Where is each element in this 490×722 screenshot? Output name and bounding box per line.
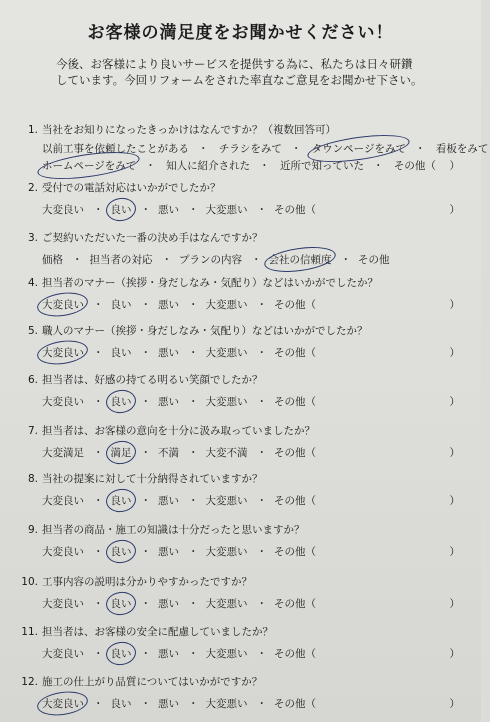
option-selected[interactable]: 良い: [110, 546, 132, 558]
option[interactable]: 大変悪い: [205, 598, 248, 610]
option-selected[interactable]: 良い: [110, 204, 132, 216]
question-number: 4.: [27, 277, 38, 289]
options: 以前工事を依頼したことがある ・ チラシをみて ・ タウンページをみて ・ 看板をみて: [42, 143, 489, 155]
option[interactable]: 悪い: [158, 698, 179, 710]
option[interactable]: その他（: [274, 447, 316, 459]
options: 大変良い ・ 良い ・ 悪い ・ 大変悪い ・ その他（ ）: [42, 299, 460, 311]
option[interactable]: 看板をみて: [435, 143, 489, 155]
question-7: [20, 423, 470, 460]
option-selected[interactable]: ホームページをみて: [42, 160, 137, 172]
paren-close: ）: [449, 546, 460, 558]
question-text: 職人のマナー（挨拶・身だしなみ・気配り）などはいかがでしたか？: [42, 325, 368, 337]
paren-close: ）: [449, 598, 460, 610]
option[interactable]: 大変良い: [42, 396, 84, 408]
question-number: 9.: [27, 524, 38, 536]
question-text: 当社をお知りになったきっかけはなんですか？（複数回答可）: [42, 124, 336, 136]
option-selected[interactable]: 大変良い: [42, 347, 84, 359]
option[interactable]: 大変悪い: [205, 546, 248, 558]
option[interactable]: 近所で知っていた: [279, 160, 364, 172]
question-number: 1.: [27, 124, 38, 136]
option[interactable]: 大変悪い: [205, 204, 248, 216]
paren-close: ）: [449, 396, 460, 408]
option[interactable]: その他（: [274, 299, 316, 311]
options: 大変良い ・ 良い ・ 悪い ・ 大変悪い ・ その他（ ）: [42, 648, 460, 660]
option[interactable]: その他（: [274, 546, 316, 558]
option-selected[interactable]: 良い: [110, 598, 132, 610]
option[interactable]: プランの内容: [179, 254, 242, 266]
paren-close: ）: [449, 698, 460, 710]
option[interactable]: その他（: [393, 160, 436, 172]
question-1: [20, 122, 489, 173]
option[interactable]: 大変悪い: [205, 396, 248, 408]
option[interactable]: その他（: [274, 698, 316, 710]
option[interactable]: 大変悪い: [205, 698, 248, 710]
question-text: 当社の提案に対して十分納得されていますか？: [42, 473, 263, 485]
option[interactable]: 良い: [110, 299, 132, 311]
option-selected[interactable]: 良い: [110, 495, 132, 507]
question-4: [20, 275, 470, 312]
option[interactable]: 悪い: [158, 396, 179, 408]
options: ホームページをみて ・ 知人に紹介された ・ 近所で知っていた ・ その他（ ）: [42, 160, 460, 172]
option[interactable]: 大変良い: [42, 495, 84, 507]
option[interactable]: その他（: [274, 204, 316, 216]
question-number: 7.: [27, 425, 38, 437]
option[interactable]: 良い: [110, 347, 132, 359]
question-text: 担当者のマナー（挨拶・身だしなみ・気配り）などはいかがでしたか？: [42, 277, 378, 289]
option-selected[interactable]: 良い: [110, 396, 132, 408]
question-text: 担当者は、お客様の意向を十分に汲み取っていましたか？: [42, 425, 315, 437]
question-number: 8.: [27, 473, 38, 485]
option-selected[interactable]: 会社の信頼度: [268, 254, 332, 266]
option[interactable]: 大変良い: [42, 204, 84, 216]
question-8: [20, 471, 470, 508]
option-selected[interactable]: タウンページをみて: [311, 143, 406, 155]
options: 大変良い ・ 良い ・ 悪い ・ 大変悪い ・ その他（ ）: [42, 347, 460, 359]
question-2: [20, 180, 470, 217]
question-6: [20, 372, 470, 409]
option[interactable]: 大変良い: [42, 598, 84, 610]
question-10: [20, 574, 470, 611]
question-text: 担当者の商品・施工の知識は十分だったと思いますか？: [42, 524, 305, 536]
option[interactable]: チラシをみて: [218, 143, 282, 155]
paren-close: ）: [449, 648, 460, 660]
question-text: 担当者は、好感の持てる明るい笑顔でしたか？: [42, 374, 263, 386]
options: 大変良い ・ 良い ・ 悪い ・ 大変悪い ・ その他（ ）: [42, 698, 460, 710]
page-title: お客様の満足度をお聞かせください！: [87, 23, 394, 43]
intro-line: 今後、お客様により良いサービスを提供する為に、私たちは日々研鑽: [56, 57, 413, 71]
option[interactable]: 知人に紹介された: [166, 160, 251, 172]
option[interactable]: 不満: [158, 447, 179, 459]
paren-close: ）: [449, 204, 460, 216]
option[interactable]: 価格: [42, 254, 63, 266]
option[interactable]: 大変悪い: [205, 347, 248, 359]
options: 大変良い ・ 良い ・ 悪い ・ 大変悪い ・ その他（ ）: [42, 204, 460, 216]
question-number: 11.: [21, 626, 38, 638]
question-text: ご契約いただいた一番の決め手はなんですか？: [42, 232, 263, 244]
intro-text: [56, 56, 423, 88]
option[interactable]: 大変良い: [42, 648, 84, 660]
question-11: [20, 624, 470, 661]
option[interactable]: 大変不満: [205, 447, 248, 459]
options: 大変満足 ・ 満足 ・ 不満 ・ 大変不満 ・ その他（ ）: [42, 447, 460, 459]
question-number: 5.: [27, 325, 38, 337]
question-number: 3.: [27, 232, 38, 244]
option[interactable]: 大変悪い: [205, 299, 248, 311]
options: 価格 ・ 担当者の対応 ・ プランの内容 ・ 会社の信頼度 ・ その他: [42, 254, 390, 266]
option[interactable]: 大変悪い: [205, 495, 248, 507]
option[interactable]: 大変良い: [42, 546, 84, 558]
option[interactable]: 悪い: [158, 347, 179, 359]
option[interactable]: 悪い: [158, 546, 179, 558]
options: 大変良い ・ 良い ・ 悪い ・ 大変悪い ・ その他（ ）: [42, 495, 460, 507]
question-9: [20, 522, 470, 559]
question-text: 工事内容の説明は分かりやすかったですか？: [42, 576, 252, 588]
option[interactable]: 悪い: [158, 598, 179, 610]
option[interactable]: その他（: [274, 495, 316, 507]
option-selected[interactable]: 満足: [110, 447, 132, 459]
options: 大変良い ・ 良い ・ 悪い ・ 大変悪い ・ その他（ ）: [42, 396, 460, 408]
question-number: 10.: [21, 576, 38, 588]
option[interactable]: その他（: [274, 648, 316, 660]
question-number: 12.: [21, 676, 38, 688]
option[interactable]: 良い: [110, 698, 132, 710]
option[interactable]: 大変満足: [42, 447, 84, 459]
option[interactable]: 以前工事を依頼したことがある: [42, 143, 189, 155]
paren-close: ）: [449, 447, 460, 459]
question-12: [20, 674, 470, 711]
option[interactable]: 担当者の対応: [89, 254, 153, 266]
option[interactable]: その他（: [274, 598, 316, 610]
question-number: 2.: [27, 182, 38, 194]
paren-close: ）: [449, 495, 460, 507]
option[interactable]: その他: [358, 254, 390, 266]
option[interactable]: その他（: [274, 347, 316, 359]
question-5: [20, 323, 470, 360]
paren-close: ）: [449, 347, 460, 359]
question-text: 施工の仕上がり品質についてはいかがですか？: [42, 676, 263, 688]
intro-line: しています。今回リフォームをされた率直なご意見をお聞かせ下さい。: [56, 73, 423, 87]
option[interactable]: 悪い: [158, 495, 179, 507]
question-3: [20, 230, 470, 267]
option-selected[interactable]: 良い: [110, 648, 132, 660]
option[interactable]: 悪い: [158, 299, 179, 311]
option[interactable]: その他（: [274, 396, 316, 408]
question-text: 受付での電話対応はいかがでしたか？: [42, 182, 221, 194]
options: 大変良い ・ 良い ・ 悪い ・ 大変悪い ・ その他（ ）: [42, 546, 460, 558]
paren-close: ）: [449, 160, 460, 172]
option-selected[interactable]: 大変良い: [42, 698, 84, 710]
question-number: 6.: [27, 374, 38, 386]
question-text: 担当者は、お客様の安全に配慮していましたか？: [42, 626, 273, 638]
options: 大変良い ・ 良い ・ 悪い ・ 大変悪い ・ その他（ ）: [42, 598, 460, 610]
option[interactable]: 大変悪い: [205, 648, 248, 660]
option[interactable]: 悪い: [158, 204, 179, 216]
option[interactable]: 悪い: [158, 648, 179, 660]
option-selected[interactable]: 大変良い: [42, 299, 84, 311]
paren-close: ）: [449, 299, 460, 311]
